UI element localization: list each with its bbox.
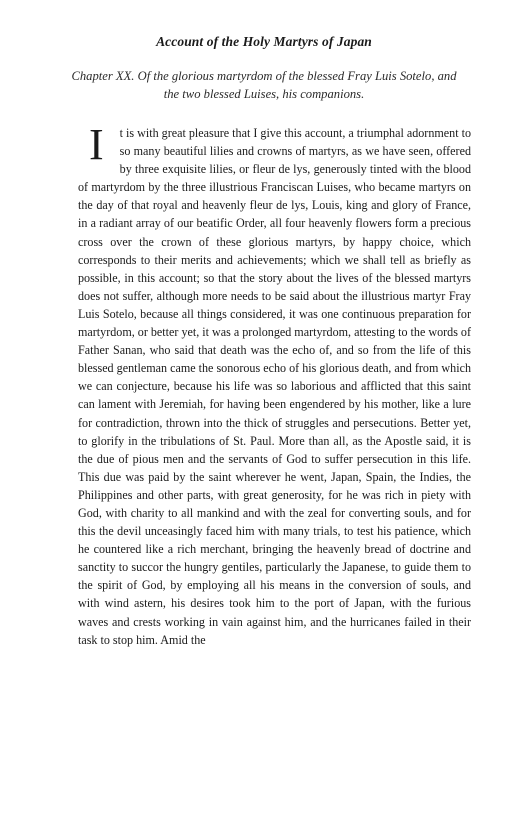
paragraph-text: t is with great pleasure that I give this account, a triumphal adornment to so many beautiful lilies and crowns of martyrs, as we have seen, offered by three exquisite lilies, or fleur de lys, generously tinted with the blood of martyrdom by the three illustrious Franciscan Luises, who became martyrs on the day of that royal and heavenly fleur de lys, Louis, king and glory of France, in a radiant array of our beatific Order, all four heavenly flowers form a precious cross over the crown of these glorious martyrs, by happy choice, which corresponds to their merits and achievements; which we shall tell as briefly as possible, in this account; so that the story about the lives of the blessed martyrs does not suffer, although more needs to be said about the illustrious martyr Fray Luis Sotelo, because all things considered, it was one continuous preparation for martyrdom, or better yet, it was a prolonged martyrdom, attesting to the words of Father Sanan, who said that death was the echo of, and so from the life of this blessed gentleman came the sonorous echo of his glorious death, and from which we can conjecture, because his life was so laborious and afflicted that this saint can lament with Jeremiah, for having been engendered by his mother, like a lure for contradiction, thrown into the thick of struggles and persecutions. Better yet, to glorify in the tribulations of St. Paul. More than all, as the Apostle said, it is the due of pious men and the servants of God to suffer persecution in this life. This due was paid by the saint wherever he went, Japan, Spain, the Indies, the Philippines and other parts, with great generosity, for he was rich in piety with God, with charity to all mankind and with the zeal for converting souls, and for this the devil unceasingly faced him with many trials, to test his patience, which he countered like a rich merchant, bringing the heavenly bread of doctrine and sanctity to succor the hungry gentiles, particularly the Japanese, to guide them to the spirit of God, by employing all his means in the conversion of souls, and with wind astern, his desires took him to the port of Japan, with the furious waves and crests working in vain against him, and the hurricanes failed in their task to stop him. Amid the	[78, 126, 471, 647]
drop-cap: I	[89, 120, 104, 169]
chapter-title: Chapter XX. Of the glorious martyrdom of the blessed Fray Luis Sotelo, and the two blessed Luises, his companions.	[71, 69, 457, 101]
body-paragraph	[78, 120, 471, 649]
running-head: Account of the Holy Martyrs of Japan	[156, 34, 372, 49]
